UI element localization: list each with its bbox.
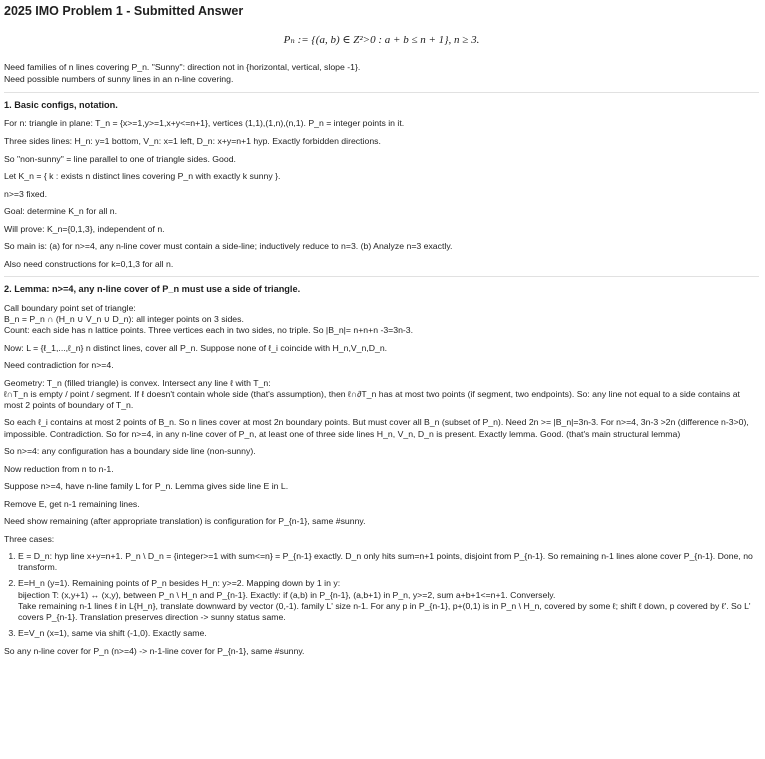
paragraph: So "non-sunny" = line parallel to one of triangle sides. Good. <box>4 153 236 164</box>
problem-formula: Pₙ := {(a, b) ∈ Z²>0 : a + b ≤ n + 1}, n ≥ 3. <box>283 34 480 46</box>
paragraph: Also need constructions for k=0,1,3 for all n. <box>4 258 174 269</box>
paragraph: Need contradiction for n>=4. <box>4 360 114 371</box>
cases-list <box>4 551 759 639</box>
paragraph: So main is: (a) for n>=4, any n-line cover must contain a side-line; inductively reduce to n=3. (b) Analyze n=3 exactly. <box>4 241 453 252</box>
conclusion: So any n-line cover for P_n (n>=4) -> n-1-line cover for P_{n-1}, same #sunny. <box>4 646 305 657</box>
paragraph: Goal: determine K_n for all n. <box>4 206 117 217</box>
case-item: 2. E=H_n (y=1). Remaining points of P_n besides H_n: y>=2. Mapping down by 1 in y: bijection T: (x,y+1) ↔ (x,y), between P_n \ H_n and P_{n-1}. Exactly: if (a,b) in P_{n-1}, (a,b+1) in P_n, y>=2, sum a+b+1<=n+1. Conversely. Take remaining n-1 lines ℓ in L{H_n}, translate downward by vector (0,-1). family L' size n-1. For any p in P_{n-1}, p+(0,1) is in P_n \ H_n, covered by some ℓ; shift ℓ down, p covered by ℓ'. So L' covers P_{n-1}. Translation preserves direction -> sunny status same. <box>18 578 759 623</box>
paragraph: Now reduction from n to n-1. <box>4 463 114 474</box>
paragraph: Three cases: <box>4 533 55 544</box>
section-1 <box>4 100 759 270</box>
intro <box>4 62 759 85</box>
section-heading: 1. Basic configs, notation. <box>4 99 118 110</box>
paragraph: So each ℓ_i contains at most 2 points of B_n. So n lines cover at most 2n boundary points. But must cover all B_n (subset of P_n). Need 2n >= |B_n|=3n-3. For n>=4, 3n-3 >2n (difference n-3>0), impossible. Contradiction. So for n>=4, in any n-line cover of P_n, at least one of three side lines H_n, V_n, D_n is present. Exactly lemma. Good. (that's main structural lemma) <box>4 417 749 439</box>
paragraph-line: Geometry: T_n (filled triangle) is convex. Intersect any line ℓ with T_n: <box>4 377 271 388</box>
paragraph: Suppose n>=4, have n-line family L for P_n. Lemma gives side line E in L. <box>4 481 289 492</box>
paragraph: Three sides lines: H_n: y=1 bottom, V_n: x=1 left, D_n: x+y=n+1 hyp. Exactly forbidden directions. <box>4 136 381 146</box>
paragraph-boundary <box>4 303 759 336</box>
paragraph-geometry <box>4 378 759 411</box>
paragraph: Let K_n = { k : exists n distinct lines covering P_n with exactly k sunny }. <box>4 171 281 182</box>
case-item: 1. E = D_n: hyp line x+y=n+1. P_n \ D_n = {integer>=1 with sum<=n} = P_{n-1} exactly. D_n only hits sum=n+1 points, disjoint from P_{n-1}. So remaining n-1 lines alone cover P_{n-1}. Done, no transform. <box>18 551 759 573</box>
paragraph: Remove E, get n-1 remaining lines. <box>4 498 140 509</box>
paragraph-line: Call boundary point set of triangle: <box>4 302 136 313</box>
intro-line: Need families of n lines covering P_n. "Sunny": direction not in {horizontal, vertical, slope -1}. <box>4 62 361 73</box>
paragraph: For n: triangle in plane: T_n = {x>=1,y>=1,x+y<=n+1}, vertices (1,1),(1,n),(n,1). P_n = integer points in it. <box>4 118 405 129</box>
paragraph: So n>=4: any configuration has a boundary side line (non-sunny). <box>4 446 256 457</box>
section-divider <box>4 276 759 277</box>
section-heading: 2. Lemma: n>=4, any n-line cover of P_n must use a side of triangle. <box>4 284 301 295</box>
section-2 <box>4 284 759 657</box>
case-item: 3. E=V_n (x=1), same via shift (-1,0). Exactly same. <box>18 628 759 639</box>
section-divider <box>4 92 759 93</box>
paragraph: n>=3 fixed. <box>4 188 47 199</box>
paragraph: Need show remaining (after appropriate translation) is configuration for P_{n-1}, same #sunny. <box>4 516 366 527</box>
paragraph-line: ℓ∩T_n is empty / point / segment. If ℓ doesn't contain whole side (that's assumption), then ℓ∩∂T_n has at most two points (if segment, two endpoints). So: any line not equal to a side contains at most 2 points of boundary of T_n. <box>4 388 740 410</box>
paragraph: Now: L = {ℓ_1,...,ℓ_n} n distinct lines, cover all P_n. Suppose none of ℓ_i coincide with H_n,V_n,D_n. <box>4 342 388 353</box>
page-title: 2025 IMO Problem 1 - Submitted Answer <box>4 4 244 18</box>
paragraph: Will prove: K_n={0,1,3}, independent of n. <box>4 223 165 234</box>
paragraph-line: B_n = P_n ∩ (H_n ∪ V_n ∪ D_n): all integer points on 3 sides. <box>4 314 244 325</box>
paragraph-line: Count: each side has n lattice points. Three vertices each in two sides, no triple. So |B_n|= n+n+n -3=3n-3. <box>4 325 414 336</box>
intro-line: Need possible numbers of sunny lines in an n-line covering. <box>4 74 234 85</box>
